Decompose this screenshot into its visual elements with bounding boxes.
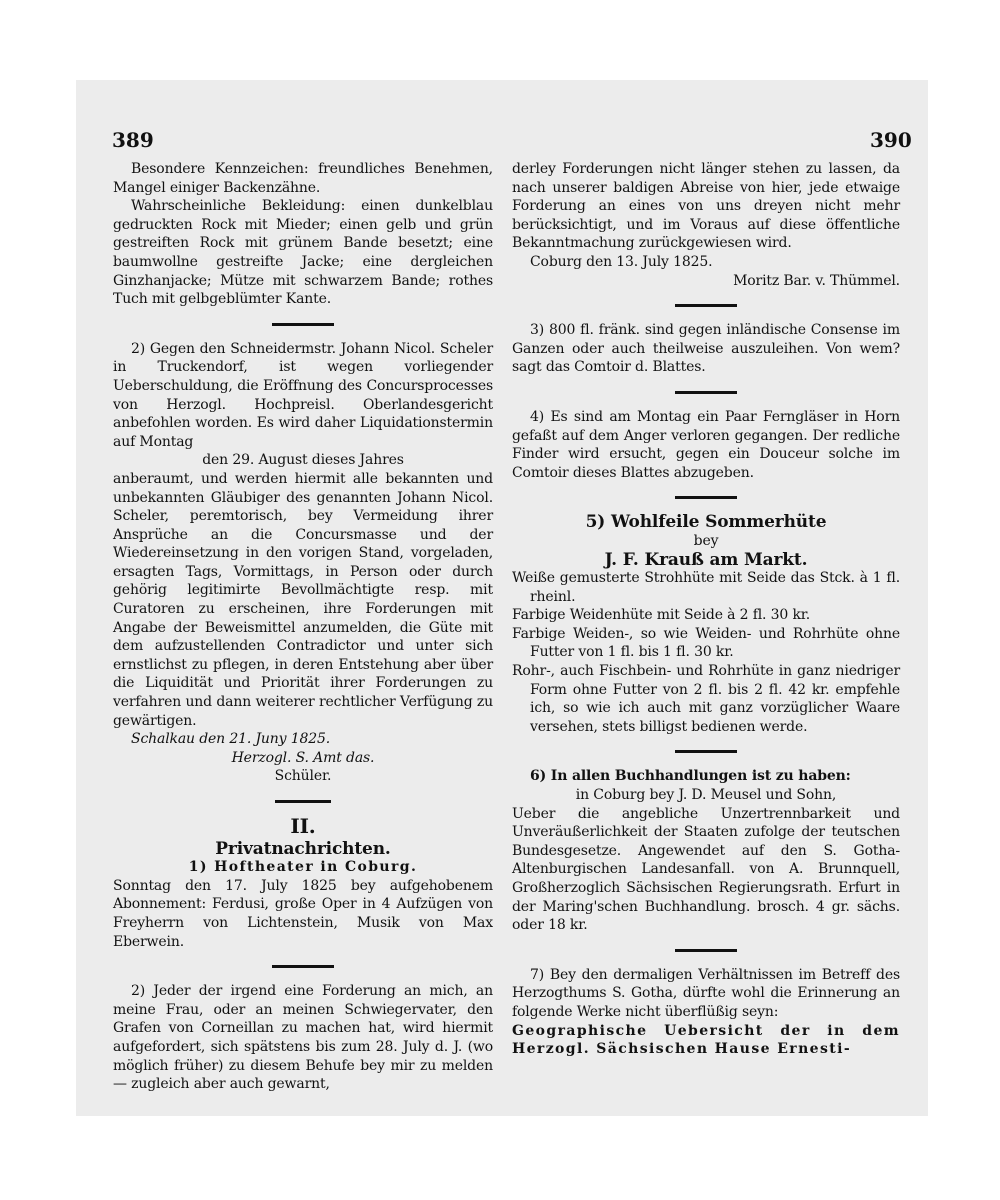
signature-schueler: Schüler. — [274, 768, 332, 785]
signature-thuemmel: Moritz Bar. v. Thümmel. — [733, 272, 900, 289]
section-title: Privatnachrichten. — [215, 838, 391, 859]
item5-price-line-3: Farbige Weiden-, so wie Weiden- und Rohrhüte ohne Futter von 1 fl. bis 1 fl. 30 kr. — [512, 625, 900, 661]
separator-rule — [675, 750, 737, 753]
item7-title: Geographische Uebersicht der in dem Herzogl. Sächsischen Hause Ernesti- — [512, 1022, 900, 1058]
section-roman-numeral: II. — [290, 814, 316, 838]
page-number-left: 389 — [112, 128, 154, 152]
item5-price-line-1: Weiße gemusterte Strohhüte mit Seide das Stck. à 1 fl. rheinl. — [512, 570, 900, 605]
item3-loan-text: 3) 800 fl. fränk. sind gegen inländische Consense im Ganzen oder auch theilweise auszuleihen. Von wem? sagt das Comtoir d. Blattes. — [512, 322, 900, 376]
right-column — [512, 160, 900, 1059]
paragraph-distinguishing-features: Besondere Kennzeichen: freundliches Benehmen, Mangel einiger Backenzähne. — [113, 161, 493, 196]
separator-rule — [272, 323, 334, 326]
page-number-right: 390 — [870, 128, 912, 152]
item5-number: 5) — [585, 512, 606, 533]
item1-theater-text: Sonntag den 17. July 1825 bey aufgehobenem Abonnement: Ferdusi, große Oper in 4 Aufzügen von Freyherrn von Lichtenstein, Musik von Max Eberwein. — [113, 877, 493, 950]
item7-text: 7) Bey den dermaligen Verhältnissen im Betreff des Herzogthums S. Gotha, dürfte wohl die Erinnerung an folgende Werke nicht überflüßig seyn: — [512, 966, 900, 1020]
separator-rule — [275, 800, 331, 803]
item1-heading: 1) Hoftheater in Coburg. — [188, 859, 418, 876]
separator-rule — [675, 496, 737, 499]
left-column — [113, 160, 493, 1094]
item5-price-line-4: Rohr-, auch Fischbein- und Rohrhüte in ganz niedriger Form ohne Futter von 2 fl. bis 2 fl. 42 kr. empfehle ich, so wie ich auch mit ganz vorzüglicher Waare versehen, stets billigst bedienen werde. — [512, 663, 900, 735]
place-date-line: Schalkau den 21. Juny 1825. — [131, 731, 331, 748]
separator-rule — [675, 949, 737, 952]
item6-book-text: Ueber die angebliche Unzertrennbarkeit und Unveräußerlichkeit der Staaten zufolge der teutschen Bundesgesetze. Angewendet auf den S. Gotha-Altenburgischen Landesanfall. von A. Brunnquell, Großherzoglich Sächsischen Regierungsrath. Erfurt in der Maring'schen Buchhandlung. brosch. 4 gr. sächs. oder 18 kr. — [512, 805, 900, 934]
item4-lost-glasses-text: 4) Es sind am Montag ein Paar Ferngläser in Horn gefaßt auf dem Anger verloren gegangen. Der redliche Finder wird ersucht, gegen ein Douceur solche im Comtoir dieses Blattes abzugeben. — [512, 408, 900, 481]
paragraph-claims-continued: derley Forderungen nicht länger stehen zu lassen, da nach unserer baldigen Abreise von hier, jede etwaige Forderung an eines von uns dreyen nicht mehr berücksichtigt, und im Voraus auf diese öffentliche Bekanntmachung zurückgewiesen wird. — [512, 161, 900, 252]
item5-merchant: J. F. Krauß am Markt. — [604, 549, 808, 570]
separator-rule — [675, 391, 737, 394]
item5-title: Wohlfeile Sommerhüte — [610, 512, 827, 533]
item5-bey: bey — [693, 532, 719, 549]
item5-price-line-2: Farbige Weidenhüte mit Seide à 2 fl. 30 kr. — [512, 607, 811, 624]
paragraph-probable-clothing: Wahrscheinliche Bekleidung: einen dunkelblau gedruckten Rock mit Mieder; einen gelb und grün gestreiften Rock mit grünem Bande besetzt; eine baumwollne gestreifte Jacke; eine dergleichen Ginzhanjacke; Mütze mit schwarzem Bande; rothes Tuch mit gelbgeblümter Kante. — [113, 198, 493, 308]
liquidation-date: den 29. August dieses Jahres — [202, 452, 404, 469]
coburg-date-line: Coburg den 13. July 1825. — [530, 253, 713, 270]
item2-claims-text: 2) Jeder der irgend eine Forderung an mich, an meine Frau, oder an meinen Schwiegervater, den Grafen von Corneillan zu machen hat, wird hiermit aufgefordert, sich spätstens bis zum 28. July d. J. (wo möglich früher) zu diesem Behufe bey mir zu melden — zugleich aber auch gewarnt, — [113, 983, 493, 1093]
office-line: Herzogl. S. Amt das. — [231, 749, 375, 766]
item6-subheading: in Coburg bey J. D. Meusel und Sohn, — [575, 787, 837, 804]
item6-heading: 6) In allen Buchhandlungen ist zu haben: — [530, 768, 851, 785]
paragraph-summons: anberaumt, und werden hiermit alle bekannten und unbekannten Gläubiger des genannten Johann Nicol. Scheler, peremtorisch, bey Vermeidung ihrer Ansprüche an die Concursmasse und der Wiedereinsetzung in den vorigen Stand, vorgeladen, ersagten Tags, Vormittags, in Person oder durch gehörig legitimirte Bevollmächtigte resp. mit Curatoren zu erscheinen, ihre Forderungen mit Angabe der Beweismittel anzumelden, die Güte mit dem aufzustellenden Contradictor und unter sich ernstlichst zu pflegen, in deren Entstehung aber über die Liquidität und Priorität ihrer Forderungen zu verfahren und dann weiterer rechtlicher Verfügung zu gewärtigen. — [113, 470, 493, 729]
item5-title-line — [512, 513, 900, 532]
separator-rule — [675, 304, 737, 307]
separator-rule — [272, 965, 334, 968]
paragraph-notice-scheler: 2) Gegen den Schneidermstr. Johann Nicol. Scheler in Truckendorf, ist wegen vorliegender Ueberschuldung, die Eröffnung des Concursprocesses von Herzogl. Hochpreisl. Oberlandesgericht anbefohlen worden. Es wird daher Liquidationstermin auf Montag — [113, 340, 493, 450]
